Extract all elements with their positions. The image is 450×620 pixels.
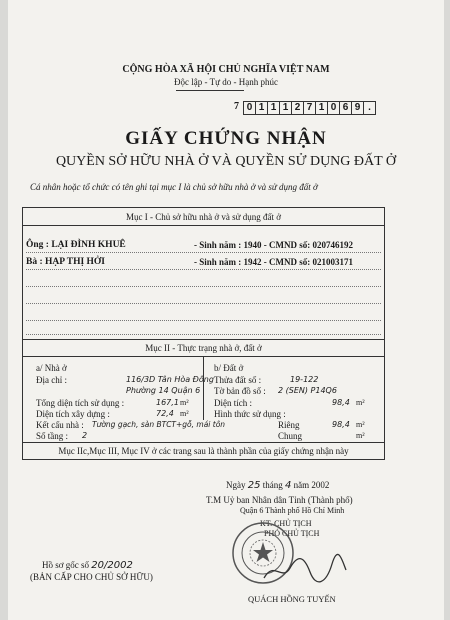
shared-label: Chung <box>278 431 303 441</box>
section-1-heading: Mục I - Chủ sở hữu nhà ở và sử dụng đất ở <box>125 212 282 222</box>
built-area-value: 72,4 <box>156 409 174 418</box>
issuer-line: T.M Uỷ ban Nhân dân Tỉnh (Thành phố) <box>206 495 353 505</box>
owner-copy-label: (BẢN CẤP CHO CHỦ SỞ HỮU) <box>30 572 153 582</box>
motto-underline <box>176 90 244 91</box>
signer-title-2: PHÓ CHỦ TỊCH <box>264 529 320 538</box>
national-title: CỘNG HÒA XÃ HỘI CHỦ NGHĨA VIỆT NAM <box>122 64 330 75</box>
total-area-value: 167,1 <box>156 398 179 407</box>
issuer-district: Quận 6 Thành phố Hồ Chí Minh <box>240 506 345 515</box>
national-motto: Độc lập - Tự do - Hạnh phúc <box>174 77 278 87</box>
date-line: Ngày 25 tháng 4 năm 2002 <box>226 480 330 491</box>
usage-label: Hình thức sử dụng : <box>214 409 286 419</box>
map-sheet-value: 2 (SEN) P14Q6 <box>278 386 337 395</box>
certificate-subtitle: QUYỀN SỞ HỮU NHÀ Ở VÀ QUYỀN SỬ DỤNG ĐẤT Ở <box>55 154 397 169</box>
owner-2-info: - Sinh năm : 1942 - CMND số: 021003171 <box>194 257 354 267</box>
address-line-1: 116/3D Tân Hòa Đông <box>126 375 214 384</box>
house-heading: a/ Nhà ở <box>36 363 67 373</box>
owner-2-name: Bà : HẠP THỊ HỞI <box>26 257 106 267</box>
address-line-2: Phường 14 Quận 6 <box>126 386 201 395</box>
divider <box>22 225 385 226</box>
intro-line: Cá nhân hoặc tổ chức có tên ghi tại mục I là chủ sở hữu nhà ở và sử dụng đất ở <box>30 182 318 192</box>
section-2-heading: Mục II - Thực trạng nhà ở, đất ở <box>145 343 262 353</box>
signer-title-1: KT. CHỦ TỊCH <box>260 519 312 528</box>
signature-icon <box>260 552 350 588</box>
floors-value: 2 <box>82 431 88 440</box>
file-number: Hồ sơ gốc số 20/2002 <box>42 560 133 571</box>
signer-name: QUÁCH HỒNG TUYẾN <box>248 594 336 604</box>
structure-value: Tường gạch, sàn BTCT+gỗ, mái tôn <box>92 420 226 429</box>
serial-number-boxes: 0 1 1 1 2 7 1 0 6 9 . <box>244 101 376 115</box>
certificate-page: CỘNG HÒA XÃ HỘI CHỦ NGHĨA VIỆT NAM Độc lập - Tự do - Hạnh phúc 7 0 1 1 1 2 7 1 0 6 9 . GIẤY CHỨNG NHẬN QUYỀN SỞ HỮU NHÀ Ở VÀ QUYỀN SỬ DỤNG ĐẤT Ở Cá nhân hoặc tổ chức có tên ghi tại mục I là chủ sở hữu nhà ở và sử dụng đất ở Mục I - Chủ sở hữu nhà ở và sử dụng đất ở Ông : LẠI ĐÌNH KHUÊ - Sinh năm : 1940 - CMND số: 020746192 Bà : HẠP THỊ HỞI - Sinh năm : 1942 - CMND số: 021003171 Mục II - Thực trạng nhà ở, đất ở a/ Nhà ở Địa chỉ : 116/3D Tân Hòa Đông Phường 14 Quận 6 Tổng diện tích sử dụng : 167,1 m² Diện tích xây dựng : 72,4 m² Kết cấu nhà : Tường gạch, sàn BTCT+gỗ, mái tôn Số tầng : 2 b/ Đất ở Thửa đất số : 19-122 Tờ bản đồ số : 2 (SEN) P14Q6 Diện tích : 98,4 m² Hình thức sử dụng : Riêng 98,4 m² Chung m² Mục IIc,Mục III, Mục IV ở các trang sau là thành phần của giấy chứng nhận này Ngày 25 tháng 4 năm 2002 T.M Uỷ ban Nhân dân Tỉnh (Thành phố) Quận 6 Thành phố Hồ Chí Minh KT. CHỦ TỊCH PHÓ CHỦ TỊCH QUÁCH HỒNG TUYẾN Hồ sơ gốc số 20/2002 (BẢN CẤP CHO CHỦ SỞ HỮU) <box>8 0 444 620</box>
divider <box>22 339 385 340</box>
owner-1-name: Ông : LẠI ĐÌNH KHUÊ <box>26 240 126 250</box>
certificate-title: GIẤY CHỨNG NHẬN <box>125 128 327 149</box>
land-area-value: 98,4 <box>332 398 350 407</box>
parcel-value: 19-122 <box>290 375 319 384</box>
owner-1-info: - Sinh năm : 1940 - CMND số: 020746192 <box>194 240 354 250</box>
total-area-label: Tổng diện tích sử dụng : <box>36 398 125 408</box>
land-area-label: Diện tích : <box>214 398 252 408</box>
address-label: Địa chỉ : <box>36 375 67 385</box>
private-label: Riêng <box>278 420 300 430</box>
land-heading: b/ Đất ở <box>214 363 244 373</box>
structure-label: Kết cấu nhà : <box>36 420 84 430</box>
parcel-label: Thửa đất số : <box>214 375 262 385</box>
map-sheet-label: Tờ bản đồ số : <box>214 386 266 396</box>
floors-label: Số tầng : <box>36 431 69 441</box>
column-divider <box>203 356 204 420</box>
built-area-label: Diện tích xây dựng : <box>36 409 110 419</box>
footer-note: Mục IIc,Mục III, Mục IV ở các trang sau là thành phần của giấy chứng nhận này <box>58 446 349 456</box>
private-value: 98,4 <box>332 420 350 429</box>
serial-prefix: 7 <box>234 101 239 112</box>
